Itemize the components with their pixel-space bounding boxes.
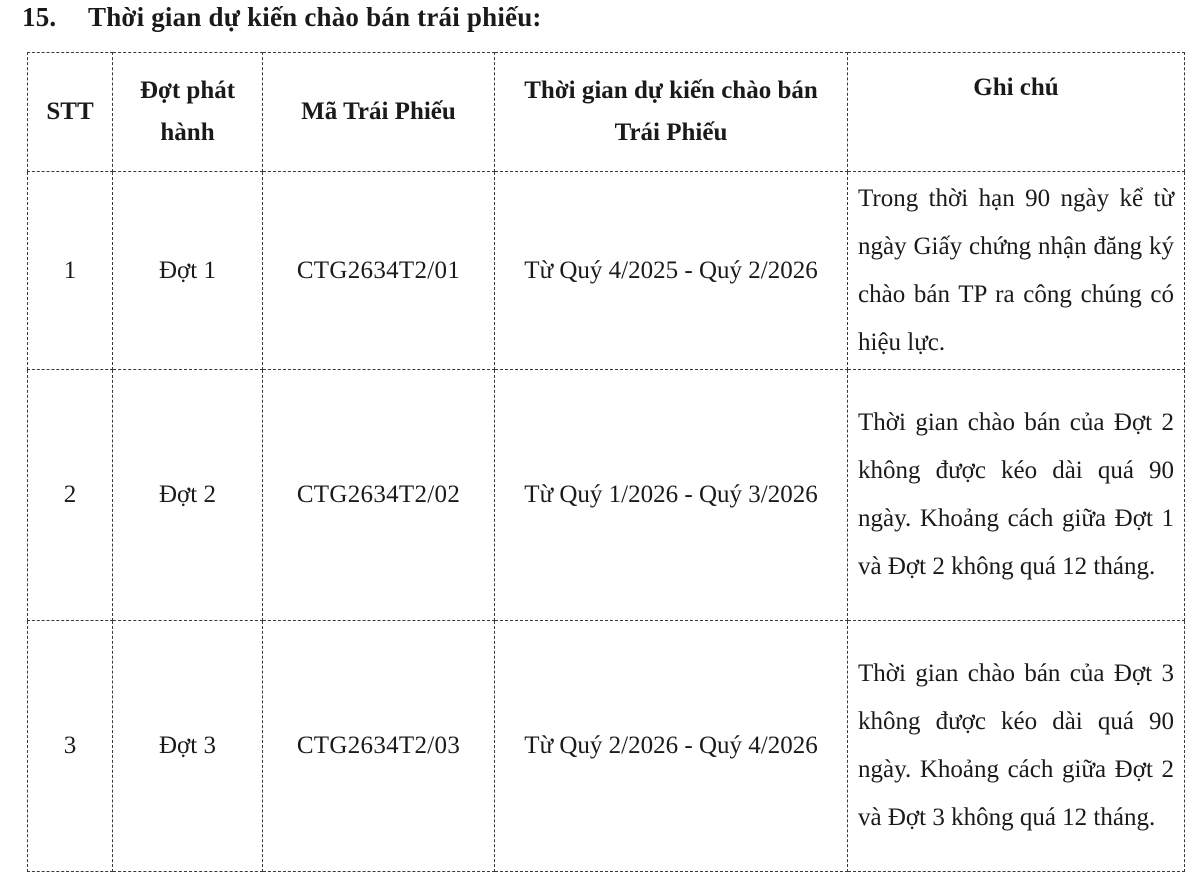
table-row — [28, 172, 1185, 370]
cell-thoi-gian: Từ Quý 4/2025 - Quý 2/2026 — [495, 172, 848, 370]
section-heading — [22, 2, 542, 33]
cell-stt: 2 — [28, 370, 113, 621]
cell-ma-trai-phieu: CTG2634T2/01 — [263, 172, 495, 370]
cell-ghi-chu: Thời gian chào bán của Đợt 3 không được kéo dài quá 90 ngày. Khoảng cách giữa Đợt 2 và Đợt 3 không quá 12 tháng. — [848, 621, 1185, 872]
cell-ghi-chu: Thời gian chào bán của Đợt 2 không được kéo dài quá 90 ngày. Khoảng cách giữa Đợt 1 và Đợt 2 không quá 12 tháng. — [848, 370, 1185, 621]
cell-thoi-gian: Từ Quý 2/2026 - Quý 4/2026 — [495, 621, 848, 872]
cell-stt: 3 — [28, 621, 113, 872]
bond-offering-schedule-table — [27, 52, 1185, 872]
header-ghi-chu: Ghi chú — [848, 53, 1185, 172]
cell-thoi-gian: Từ Quý 1/2026 - Quý 3/2026 — [495, 370, 848, 621]
cell-ghi-chu: Trong thời hạn 90 ngày kể từ ngày Giấy chứng nhận đăng ký chào bán TP ra công chúng có hiệu lực. — [848, 172, 1185, 370]
header-stt: STT — [28, 53, 113, 172]
section-number: 15. — [22, 2, 57, 32]
cell-stt: 1 — [28, 172, 113, 370]
header-ma-trai-phieu: Mã Trái Phiếu — [263, 53, 495, 172]
cell-dot: Đợt 3 — [113, 621, 263, 872]
header-thoi-gian: Thời gian dự kiến chào bán Trái Phiếu — [495, 53, 848, 172]
table-row — [28, 621, 1185, 872]
cell-ma-trai-phieu: CTG2634T2/03 — [263, 621, 495, 872]
cell-ma-trai-phieu: CTG2634T2/02 — [263, 370, 495, 621]
section-title: Thời gian dự kiến chào bán trái phiếu: — [88, 2, 542, 32]
cell-dot: Đợt 2 — [113, 370, 263, 621]
table-row — [28, 370, 1185, 621]
cell-dot: Đợt 1 — [113, 172, 263, 370]
header-dot-phat-hanh: Đợt phát hành — [113, 53, 263, 172]
table-header-row — [28, 53, 1185, 172]
